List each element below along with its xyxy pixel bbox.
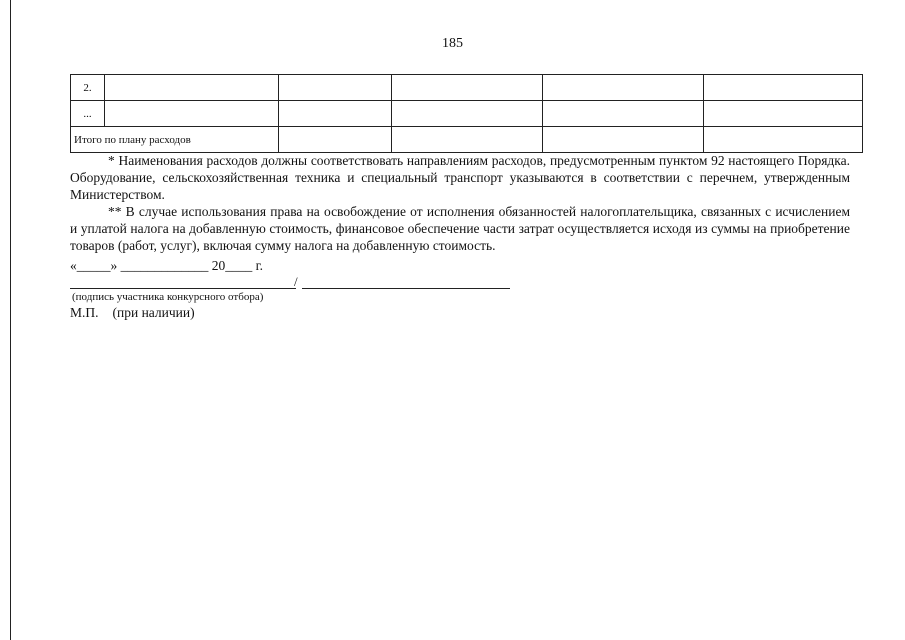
table-cell [279, 101, 392, 127]
table-cell [279, 75, 392, 101]
row-number: 2. [71, 75, 105, 101]
table-cell [704, 127, 863, 153]
expense-plan-table [70, 74, 863, 153]
page-number: 185 [442, 36, 463, 51]
table-cell [543, 127, 704, 153]
date-line: «_____» _____________ 20____ г. [70, 258, 264, 273]
row-number: ... [71, 101, 105, 127]
signature-slash: / [294, 274, 298, 289]
total-row [71, 127, 863, 153]
table-cell [543, 75, 704, 101]
footnote-2: ** В случае использования права на освобождение от исполнения обязанностей налогоплательщика, связанных с исчислением и уплатой налога на добавленную стоимость, финансовое обеспечение части затрат осуществляется исходя из суммы на приобретение товаров (работ, услуг), включая сумму налога на добавленную стоимость. [70, 204, 850, 253]
left-margin-rule [10, 0, 11, 640]
expense-name-cell [105, 75, 279, 101]
name-line [302, 288, 510, 289]
total-label: Итого по плану расходов [71, 127, 279, 153]
table-cell [392, 75, 543, 101]
table-cell [704, 101, 863, 127]
expense-name-cell [105, 101, 279, 127]
table-cell [392, 127, 543, 153]
stamp-note: (при наличии) [112, 305, 195, 320]
signature-line [70, 288, 296, 289]
stamp-label: М.П. [70, 305, 99, 320]
footnotes [70, 152, 850, 254]
table-row [71, 101, 863, 127]
table-cell [279, 127, 392, 153]
footnote-1: * Наименования расходов должны соответствовать направлениям расходов, предусмотренным пунктом 92 настоящего Порядка. Оборудование, сельскохозяйственная техника и специальный транспорт указываются в соответствии с перечнем, утвержденным Министерством. [70, 153, 850, 202]
signature-caption: (подпись участника конкурсного отбора) [72, 291, 264, 303]
table-cell [543, 101, 704, 127]
table-cell [704, 75, 863, 101]
table-row [71, 75, 863, 101]
stamp-line [70, 305, 195, 321]
table-cell [392, 101, 543, 127]
